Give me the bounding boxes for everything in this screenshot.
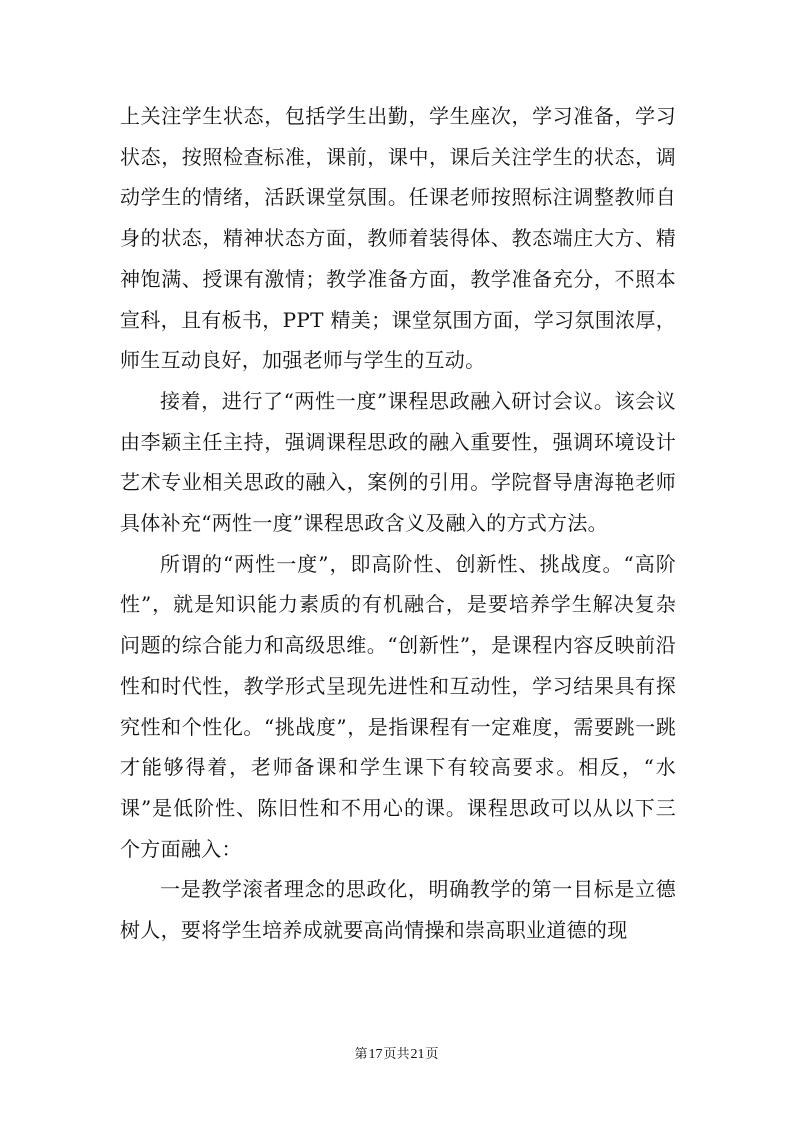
footer-middle: 页共 <box>383 1047 410 1062</box>
body-text <box>120 96 676 951</box>
paragraph-definition: 所谓的“两性一度”，即高阶性、创新性、挑战度。“高阶性”，就是知识能力素质的有机融合，是要培养学生解决复杂问题的综合能力和高级思维。“创新性”，是课程内容反映前沿性和时代性，教学形式呈现先进性和互动性，学习结果具有探究性和个性化。“挑战度”，是指课程有一定难度，需要跳一跳才能够得着，老师备课和学生课下有较高要求。相反，“水课”是低阶性、陈旧性和不用心的课。课程思政可以从以下三个方面融入： <box>120 551 676 861</box>
paragraph-continuation: 上关注学生状态，包括学生出勤，学生座次，学习准备，学习状态，按照检查标准，课前，课中，课后关注学生的状态，调动学生的情绪，活跃课堂氛围。任课老师按照标注调整教师自身的状态，精神状态方面，教师着装得体、教态端庄大方、精神饱满、授课有激情；教学准备方面，教学准备充分，不照本宣科，且有板书，PPT 精美；课堂氛围方面，学习氛围浓厚，师生互动良好，加强老师与学生的互动。 <box>120 104 676 373</box>
footer-suffix: 页 <box>425 1047 439 1062</box>
page-footer <box>0 1046 793 1064</box>
footer-prefix: 第 <box>354 1047 368 1062</box>
paragraph-seminar: 接着，进行了“两性一度”课程思政融入研讨会议。该会议由李颖主任主持，强调课程思政的融入重要性，强调环境设计艺术专业相关思政的融入，案例的引用。学院督导唐海艳老师具体补充“两性一度”课程思政含义及融入的方式方法。 <box>120 388 676 536</box>
current-page-number: 17 <box>368 1047 383 1062</box>
paragraph-first-point: 一是教学滚者理念的思政化，明确教学的第一目标是立德树人，要将学生培养成就要高尚情操和崇高职业道德的现 <box>120 877 676 943</box>
total-pages-number: 21 <box>410 1047 425 1062</box>
